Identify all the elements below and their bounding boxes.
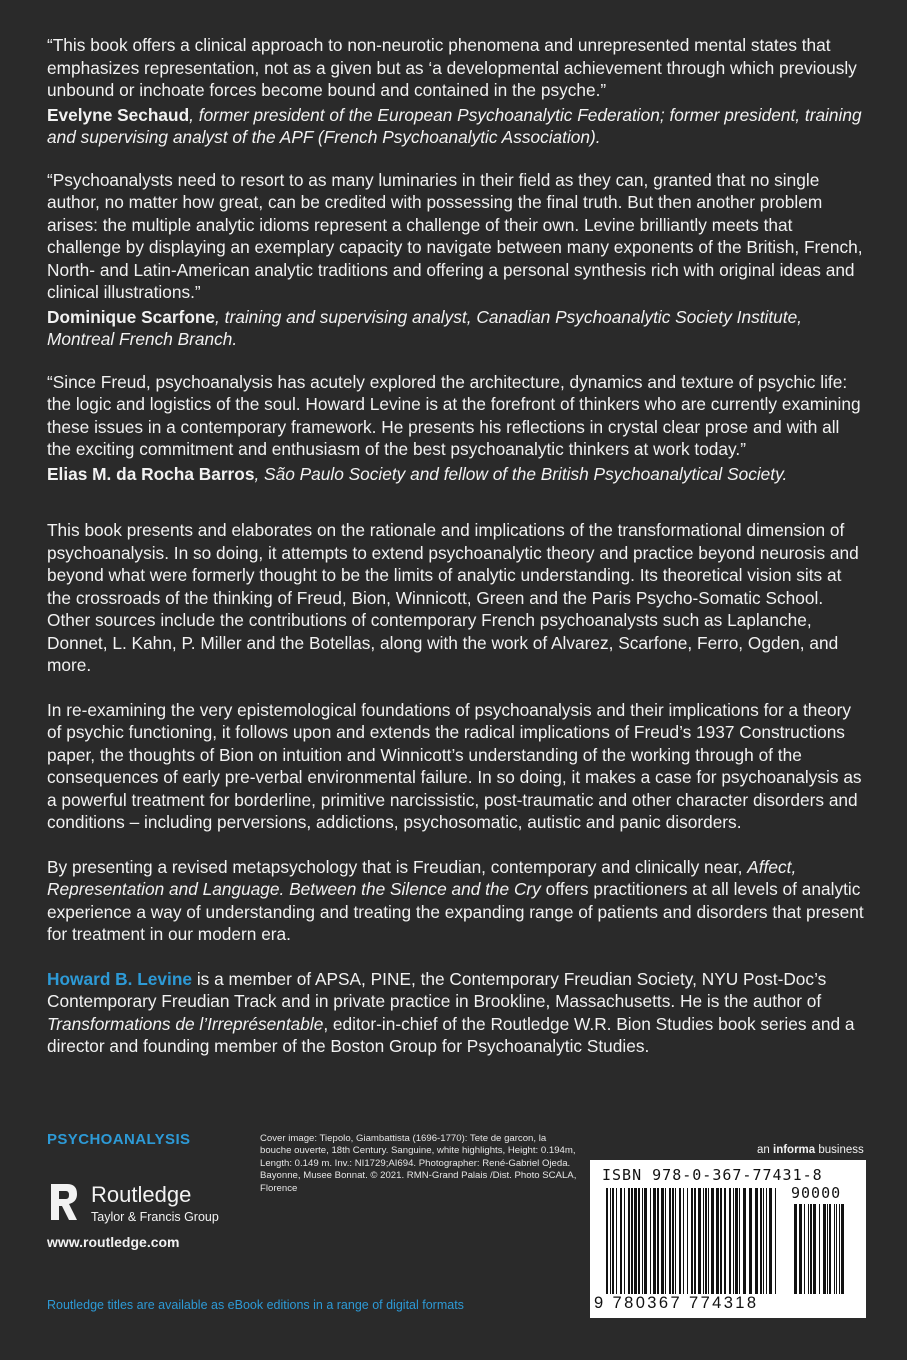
cover-image-credit: Cover image: Tiepolo, Giambattista (1696-1770): Tete de garcon, la bouche ouverte, 18th Century. Sanguine, white highlights, Height: 0.194m, Length: 0.149 m. Inv.: NI1729;AI694. Photographer: René-Gabriel Ojeda. Bayonne, Musee Bonnat. © 2021. RMN-Grand Palais /Dist. Photo SCALA, Florence (260, 1133, 577, 1194)
barcode-bar (775, 1188, 776, 1294)
barcode-bar (628, 1188, 630, 1294)
barcode-bar (839, 1204, 840, 1294)
barcode-bar (827, 1204, 828, 1294)
author-name: Howard B. Levine (47, 968, 193, 989)
barcode-bar (810, 1204, 812, 1294)
barcode-bar (616, 1188, 617, 1294)
barcode-bar (794, 1204, 797, 1294)
endorsement-attribution (47, 463, 867, 486)
barcode-bar (829, 1204, 831, 1294)
barcode-bar (813, 1204, 816, 1294)
barcode-bar (694, 1188, 696, 1294)
isbn-barcode (590, 1160, 866, 1318)
barcode-bar (749, 1188, 752, 1294)
barcode-bar (808, 1204, 809, 1294)
barcode-bar (769, 1188, 772, 1294)
endorsement-quote: “This book offers a clinical approach to non-neurotic phenomena and unrepresented mental states that emphasizes representation, not as a given but as ‘a developmental achievement through which previously unbound or inchoate forces become bound and contained in the psyche.” (47, 35, 857, 100)
barcode-bar (606, 1188, 608, 1294)
price-code: 90000 (791, 1184, 842, 1202)
addon-barcode (794, 1204, 854, 1294)
barcode-bar (650, 1188, 651, 1294)
back-cover-text (47, 34, 867, 1058)
endorser-role: , former president of the European Psychoanalytic Federation; former president, training and supervising analyst of the APF (French Psychoanalytic Association). (47, 104, 862, 147)
endorser-role: , São Paulo Society and fellow of the British Psychoanalytical Society. (254, 463, 788, 484)
description-paragraph: In re-examining the very epistemological foundations of psychoanalysis and their implications for a theory of psychic functioning, it follows upon and extends the radical implications of Freud’s 1937 Constructions paper, the thoughts of Bion on intuition and Winnicott’s understanding of the working through of the consequences of early pre-verbal environmental failure. In so doing, it makes a case for psychoanalysis as a powerful treatment for borderline, primitive narcissistic, post-traumatic and other character disorders and conditions – including perversions, addictions, psychosomatic, autistic and panic disorders. (47, 699, 862, 832)
barcode-bar (729, 1188, 731, 1294)
endorser-name: Elias M. da Rocha Barros (47, 463, 255, 484)
barcode-bar (763, 1188, 764, 1294)
barcode-bar (631, 1188, 633, 1294)
ean-barcode (606, 1188, 786, 1294)
barcode-bar (687, 1188, 688, 1294)
barcode-bar (735, 1188, 738, 1294)
barcode-bar (691, 1188, 693, 1294)
barcode-bar (711, 1188, 714, 1294)
barcode-bar (804, 1204, 805, 1294)
barcode-bar (703, 1188, 704, 1294)
endorsement-attribution (47, 104, 867, 149)
endorsement-quote: “Since Freud, psychoanalysis has acutely explored the architecture, dynamics and texture of psychic life: the logic and logistics of the soul. Howard Levine is at the forefront of thinkers who are currently examining these issues in a contemporary framework. He presents his reflections in crystal clear prose and with all the exciting commitment and enthusiasm of the best psychoanalytic thinkers at work today.” (47, 371, 861, 459)
informa-tagline: an informa business (757, 1144, 864, 1156)
barcode-bar (675, 1188, 676, 1294)
isbn-text: ISBN 978-0-367-77431-8 (602, 1166, 823, 1184)
barcode-bar (766, 1188, 767, 1294)
barcode-bar (612, 1188, 614, 1294)
barcode-bar (708, 1188, 709, 1294)
ean-digits: 9 780367 774318 (594, 1294, 759, 1312)
barcode-bar (823, 1204, 826, 1294)
barcode-bar (661, 1188, 664, 1294)
barcode-bar (672, 1188, 674, 1294)
barcode-bar (634, 1188, 637, 1294)
barcode-bar (743, 1188, 746, 1294)
book-title: Affect, Representation and Language. Between the Silence and the Cry (47, 856, 797, 899)
barcode-bar (836, 1204, 837, 1294)
barcode-bar (669, 1188, 671, 1294)
endorsement-quote: “Psychoanalysts need to resort to as many luminaries in their field as they can, granted that no single author, no matter how great, can be credited with possessing the final truth. But then another problem arises: the multiple analytic idioms represent a challenge of their own. Levine brilliantly meets that challenge by displaying an exemplary capacity to navigate between many exponents of the British, French, North- and Latin-American analytic traditions and offering a personal synthesis rich with original ideas and clinical illustrations.” (47, 169, 863, 302)
barcode-bar (624, 1188, 625, 1294)
barcode-bar (716, 1188, 719, 1294)
barcode-bar (642, 1188, 643, 1294)
barcode-bar (665, 1188, 666, 1294)
endorsement-attribution (47, 306, 867, 351)
barcode-bar (720, 1188, 722, 1294)
publisher-group: Taylor & Francis Group (91, 1210, 219, 1224)
description-paragraph: This book presents and elaborates on the rationale and implications of the transformational dimension of psychoanalysis. In so doing, it attempts to extend psychoanalytic theory and practice beyond neurosis and beyond what were formerly thought to be the limits of analytic understanding. Its theoretical vision sits at the crossroads of the thinking of Freud, Bion, Winnicott, Green and the Paris Psycho-Somatic School. Other sources include the contributions of contemporary French psychoanalysts such as Laplanche, Donnet, L. Kahn, P. Miller and the Botellas, along with the work of Alvarez, Scarfone, Ferro, Ogden, and more. (47, 520, 859, 675)
endorser-role: , training and supervising analyst, Canadian Psychoanalytic Society Institute, Montreal French Branch. (47, 306, 802, 349)
barcode-bar (679, 1188, 681, 1294)
publisher-logo (47, 1180, 227, 1226)
barcode-bar (834, 1204, 835, 1294)
barcode-bar (739, 1188, 740, 1294)
barcode-bar (638, 1188, 640, 1294)
barcode-bar (657, 1188, 659, 1294)
endorser-name: Evelyne Sechaud (47, 104, 190, 125)
barcode-bar (724, 1188, 726, 1294)
author-book-title: Transformations de l’Irreprésentable (47, 1013, 324, 1034)
barcode-bar (819, 1204, 820, 1294)
endorser-name: Dominique Scarfone (47, 306, 216, 327)
barcode-bar (644, 1188, 647, 1294)
publisher-url[interactable]: www.routledge.com (47, 1234, 180, 1250)
barcode-bar (653, 1188, 656, 1294)
author-bio: Howard B. Levine is a member of APSA, PINE, the Contemporary Freudian Society, NYU Post-Doc’s Contemporary Freudian Track and in private practice in Brookline, Massachusetts. He is the author of Transformations de l’Irreprésentable, editor-in-chief of the Routledge W.R. Bion Studies book series and a director and founding member of the Boston Group for Psychoanalytic Studies. (47, 968, 855, 1056)
barcode-bar (755, 1188, 758, 1294)
publisher-name: Routledge (91, 1182, 192, 1207)
barcode-bar (760, 1188, 762, 1294)
barcode-bar (799, 1204, 802, 1294)
barcode-bar (620, 1188, 622, 1294)
barcode-bar (705, 1188, 707, 1294)
routledge-logo-icon (47, 1180, 81, 1224)
ebook-notice: Routledge titles are available as eBook editions in a range of digital formats (47, 1298, 464, 1312)
barcode-bar (610, 1188, 611, 1294)
barcode-bar (683, 1188, 684, 1294)
barcode-bar (841, 1204, 844, 1294)
barcode-bar (733, 1188, 734, 1294)
subject-category: PSYCHOANALYSIS (47, 1131, 191, 1148)
barcode-bar (698, 1188, 701, 1294)
description-paragraph: By presenting a revised metapsychology that is Freudian, contemporary and clinically near, Affect, Representation and Language. Between the Silence and the Cry offers practitioners at all levels of analytic experience a way of understanding and treating the expanding range of patients and disorders that present for treatment in our modern era. (47, 856, 864, 944)
